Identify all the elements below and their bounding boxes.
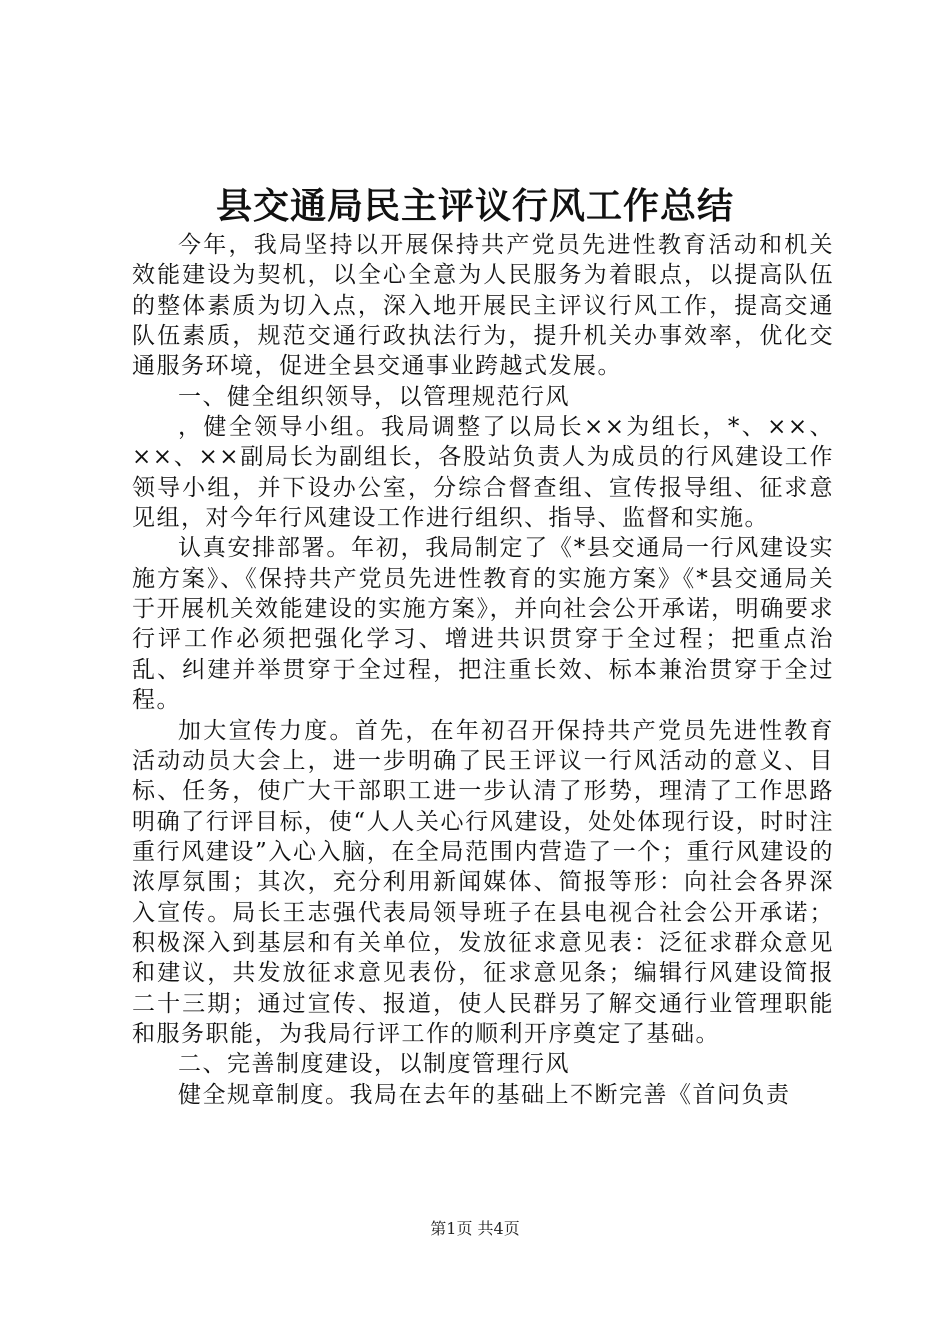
paragraph: ，健全领导小组。我局调整了以局长××为组长，*、××、××、××副局长为副组长，各股站负责人为成员的行风建设工作领导小组，并下设办公室，分综合督查组、宣传报导组、征求意见组，对今年行风建设工作进行组织、指导、监督和实施。 [132, 414, 834, 532]
document-body [132, 230, 834, 1110]
section-heading: 二、完善制度建设，以制度管理行风 [178, 1051, 570, 1078]
paragraph: 认真安排部署。年初，我局制定了《*县交通局一行风建设实施方案》、《保持共产党员先进性教育的实施方案》《*县交通局关于开展机关效能建设的实施方案》，并向社会公开承诺，明确要求行评工作必须把强化学习、增进共识贯穿于全过程；把重点治乱、纠建并举贯穿于全过程，把注重长效、标本兼治贯穿于全过程。 [132, 535, 834, 714]
document-title: 县交通局民主评议行风工作总结 [215, 186, 734, 227]
paragraph: 健全规章制度。我局在去年的基础上不断完善《首问负责 [178, 1081, 791, 1108]
page-footer: 第1页 共4页 [430, 1219, 520, 1238]
paragraph: 加大宣传力度。首先，在年初召开保持共产党员先进性教育活动动员大会上，进一步明确了民王评议一行风活动的意义、目标、任务，使广大干部职工进一步认清了形势，理清了工作思路明确了行评目标，使“人人关心行风建设，处处体现行设，时时注重行风建设”入心入脑，在全局范围内营造了一个；重行风建设的浓厚氛围；其次，充分利用新闻媒体、简报等形：向社会各界深入宣传。局长王志强代表局领导班子在县电视合社会公开承诺；积极深入到基层和有关单位，发放征求意见表：泛征求群众意见和建议，共发放征求意见表份，征求意见条；编辑行风建设简报二十三期；通过宣传、报道，使人民群另了解交通行业管理职能和服务职能，为我局行评工作的顺利开序奠定了基础。 [132, 717, 834, 1047]
paragraph: 今年，我局坚持以开展保持共产党员先进性教育活动和机关效能建设为契机，以全心全意为人民服务为着眼点，以提高队伍的整体素质为切入点，深入地开展民主评议行风工作，提高交通队伍素质，规范交通行政执法行为，提升机关办事效率，优化交通服务环境，促进全县交通事业跨越式发展。 [132, 232, 834, 380]
section-heading: 一、健全组织领导，以管理规范行风 [178, 383, 570, 410]
